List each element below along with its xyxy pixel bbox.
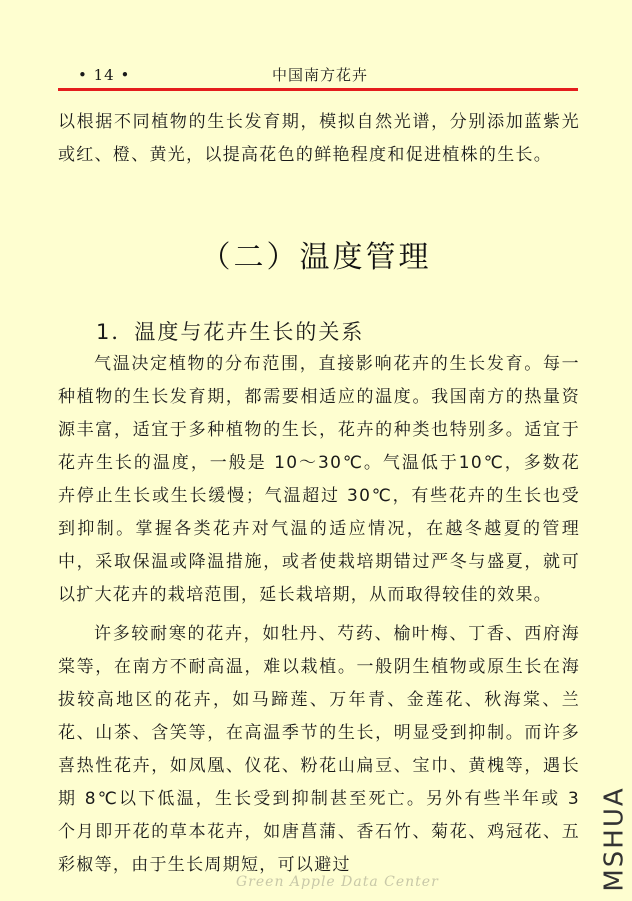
- page-header: [60, 64, 578, 86]
- body-paragraph-2-text: 许多较耐寒的花卉，如牡丹、芍药、榆叶梅、丁香、西府海棠等，在南方不耐高温，难以栽植。一般阴生植物或原生长在海拔较高地区的花卉，如马蹄莲、万年青、金莲花、秋海棠、兰花、山茶、含笑等，在高温季节的生长，明显受到抑制。而许多喜热性花卉，如凤凰、仪花、粉花山扁豆、宝巾、黄槐等，遇长期 8℃以下低温，生长受到抑制甚至死亡。另外有些半年或 3 个月即开花的草本花卉，如唐菖蒲、香石竹、菊花、鸡冠花、五彩椒等，由于生长周期短，可以避过: [58, 624, 580, 875]
- side-watermark: [590, 786, 630, 892]
- section-title: （二）温度管理: [200, 240, 432, 275]
- body-paragraph-1-text: 气温决定植物的分布范围，直接影响花卉的生长发育。每一种植物的生长发育期，都需要相适应的温度。我国南方的热量资源丰富，适宜于多种植物的生长，花卉的种类也特别多。适宜于花卉生长的温度，一般是 10～30℃。气温低于10℃，多数花卉停止生长或生长缓慢；气温超过 30℃，有些花卉的生长也受到抑制。掌握各类花卉对气温的适应情况，在越冬越夏的管理中，采取保温或降温措施，或者使栽培期错过严冬与盛夏，就可以扩大花卉的栽培范围，延长栽培期，从而取得较佳的效果。: [58, 354, 580, 605]
- side-watermark-text: MSHUA: [599, 786, 630, 892]
- body-paragraph-1: [58, 348, 580, 612]
- running-title: 中国南方花卉: [272, 66, 369, 84]
- body-paragraph-2: [58, 618, 580, 882]
- header-rule: [58, 88, 578, 91]
- subsection-title: 1．温度与花卉生长的关系: [96, 320, 365, 344]
- footer-watermark: Green Apple Data Center: [236, 874, 439, 890]
- page-number: • 14 •: [78, 66, 131, 84]
- intro-paragraph-text: 以根据不同植物的生长发育期，模拟自然光谱，分别添加蓝紫光或红、橙、黄光，以提高花色的鲜艳程度和促进植株的生长。: [58, 112, 580, 165]
- intro-paragraph: [58, 106, 580, 172]
